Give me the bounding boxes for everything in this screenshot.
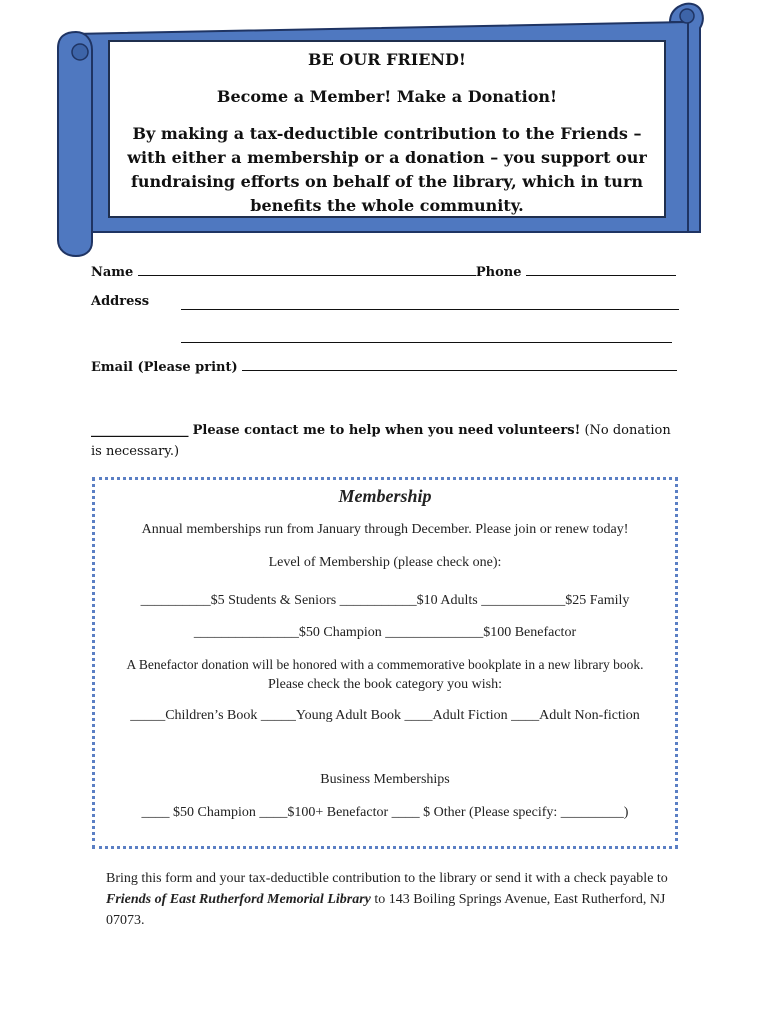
address-line-1[interactable] (181, 297, 679, 310)
membership-title: Membership (338, 486, 432, 506)
membership-levels-row-1[interactable]: __________$5 Students & Seniors ___________$10 Adults ____________$25 Family (140, 593, 630, 608)
membership-levels-row-2[interactable]: _______________$50 Champion ______________$100 Benefactor (193, 625, 577, 640)
book-categories[interactable]: _____Children’s Book _____Young Adult Book ____Adult Fiction ____Adult Non-fiction (130, 708, 640, 723)
business-memberships-title: Business Memberships (320, 772, 450, 787)
volunteer-text: Please contact me to help when you need volunteers! (192, 423, 581, 438)
membership-level-prompt: Level of Membership (please check one): (268, 555, 502, 570)
footer-paragraph (106, 868, 676, 931)
banner-subtitle: Become a Member! Make a Donation! (216, 87, 558, 106)
email-label: Email (Please print) (91, 360, 238, 375)
footer-text-2: to 143 Boiling Springs Avenue, East Rutherford, NJ 07073. (106, 892, 666, 928)
volunteer-note: (No donation is necessary.) (91, 423, 671, 459)
volunteer-blank[interactable]: _______________ (91, 423, 189, 438)
footer-text-1: Bring this form and your tax-deductible contribution to the library or send it with a check payable to (106, 871, 668, 886)
volunteer-paragraph (91, 420, 681, 462)
name-label: Name (91, 265, 134, 280)
name-phone-row (91, 263, 676, 280)
business-levels[interactable]: ____ $50 Champion ____$100+ Benefactor ____ $ Other (Please specify: _________) (141, 805, 629, 820)
membership-intro: Annual memberships run from January through December. Please join or renew today! (141, 522, 629, 537)
phone-line[interactable] (526, 263, 676, 276)
banner-text-box (108, 40, 666, 218)
name-line[interactable] (138, 263, 476, 276)
email-line[interactable] (242, 358, 677, 371)
footer-org-name: Friends of East Rutherford Memorial Library (106, 892, 371, 907)
benefactor-note-2: Please check the book category you wish: (267, 677, 503, 692)
banner-title: BE OUR FRIEND! (308, 50, 466, 69)
email-row (91, 358, 677, 375)
banner-body: By making a tax-deductible contribution to the Friends – with either a membership or a donation – you support our fundraising efforts on behalf of the library, which in turn benefits the whole community. (127, 124, 647, 215)
membership-box (92, 477, 678, 849)
phone-label: Phone (475, 265, 522, 280)
benefactor-note-1: A Benefactor donation will be honored with a commemorative bookplate in a new library book. (126, 657, 644, 672)
address-line-2[interactable] (181, 330, 672, 343)
address-label: Address (91, 294, 150, 309)
